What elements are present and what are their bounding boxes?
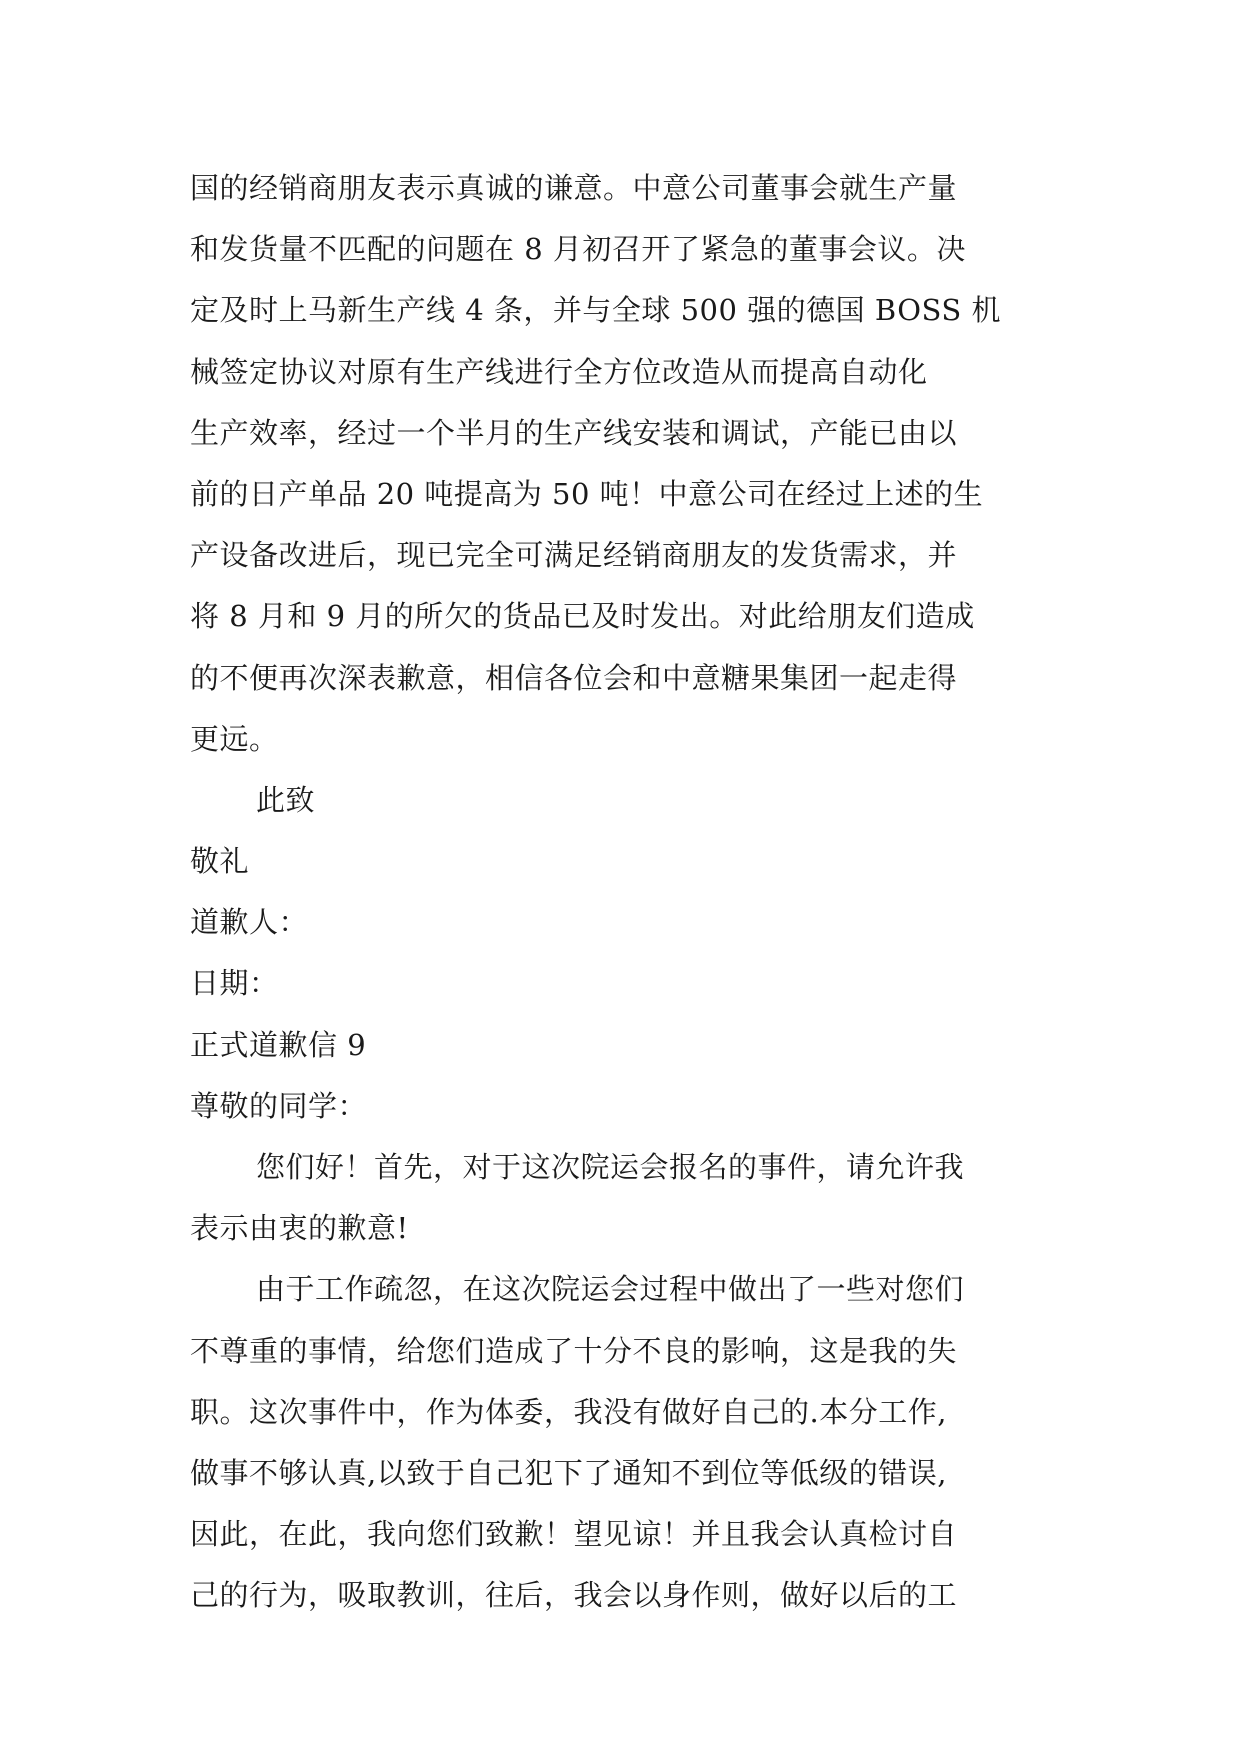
text-line: 职。这次事件中，作为体委，我没有做好自己的.本分工作, — [190, 1394, 947, 1429]
text-line: 表示由衷的歉意! — [190, 1211, 409, 1246]
text-line: 日期： — [190, 966, 279, 1001]
text-line: 定及时上马新生产线 4 条，并与全球 500 强的德国 BOSS 机 — [190, 293, 1001, 328]
text-line: 此致 — [256, 782, 316, 817]
text-line: 道歉人： — [190, 905, 309, 940]
text-line: 您们好！首先，对于这次院运会报名的事件，请允许我 — [256, 1150, 965, 1184]
text-line: 将 8 月和 9 月的所欠的货品已及时发出。对此给朋友们造成 — [190, 599, 975, 634]
text-line: 尊敬的同学： — [190, 1088, 368, 1123]
text-line: 更远。 — [190, 721, 279, 756]
letter-body — [190, 158, 1052, 1627]
text-line: 因此，在此，我向您们致歉！望见谅！并且我会认真检讨自 — [190, 1517, 958, 1552]
text-line: 械签定协议对原有生产线进行全方位改造从而提高自动化 — [190, 354, 928, 389]
text-line: 生产效率，经过一个半月的生产线安装和调试，产能已由以 — [190, 415, 958, 450]
text-line: 前的日产单品 20 吨提高为 50 吨！中意公司在经过上述的生 — [190, 476, 984, 511]
text-line: 的不便再次深表歉意，相信各位会和中意糖果集团一起走得 — [190, 660, 958, 695]
text-line: 产设备改进后，现已完全可满足经销商朋友的发货需求，并 — [190, 538, 958, 573]
text-line: 由于工作疏忽，在这次院运会过程中做出了一些对您们 — [256, 1272, 965, 1307]
text-line: 己的行为，吸取教训，往后，我会以身作则，做好以后的工 — [190, 1578, 958, 1613]
text-line: 不尊重的事情，给您们造成了十分不良的影响，这是我的失 — [190, 1333, 958, 1368]
text-line: 正式道歉信 9 — [190, 1027, 367, 1062]
text-line: 和发货量不匹配的问题在 8 月初召开了紧急的董事会议。决 — [190, 232, 966, 267]
text-line: 敬礼 — [190, 844, 250, 879]
text-line: 国的经销商朋友表示真诚的谦意。中意公司董事会就生产量 — [190, 171, 958, 205]
text-line: 做事不够认真,以致于自己犯下了通知不到位等低级的错误, — [190, 1455, 947, 1490]
